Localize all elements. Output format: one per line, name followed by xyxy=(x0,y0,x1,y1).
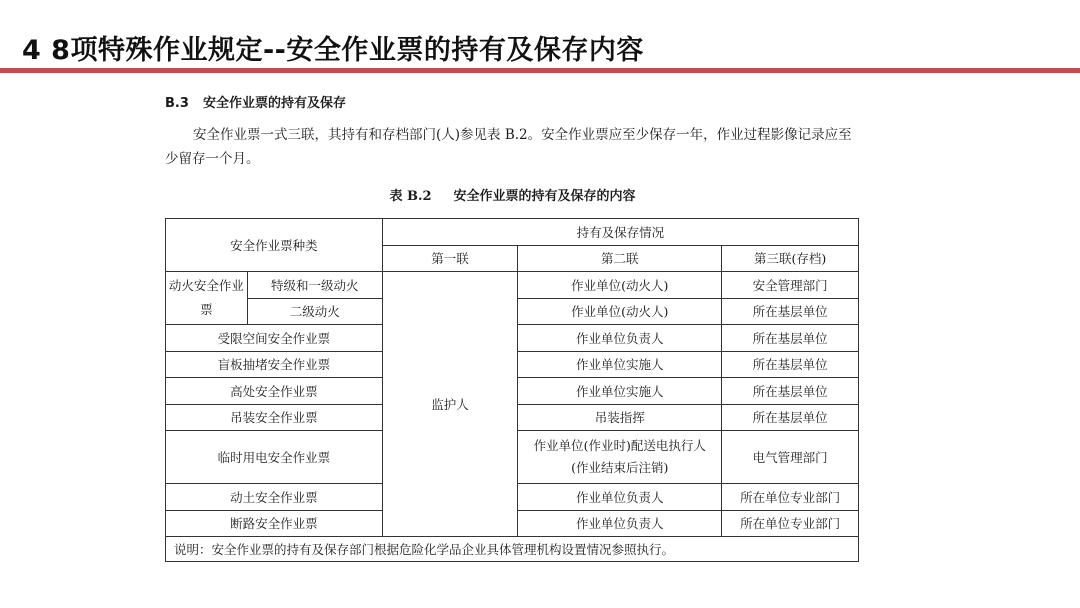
second-copy-holder: 作业单位负责人 xyxy=(518,484,722,511)
third-copy-holder: 所在基层单位 xyxy=(722,325,859,352)
third-copy-holder: 所在基层单位 xyxy=(722,298,859,325)
first-copy-holder: 监护人 xyxy=(382,272,518,537)
second-copy-holder: 作业单位负责人 xyxy=(518,325,722,352)
second-copy-holder: 作业单位(动火人) xyxy=(518,298,722,325)
ticket-type: 特级和一级动火 xyxy=(247,272,382,299)
ticket-type: 断路安全作业票 xyxy=(166,510,383,537)
second-copy-holder: 作业单位实施人 xyxy=(518,378,722,405)
third-copy-holder: 所在基层单位 xyxy=(722,351,859,378)
ticket-type: 二级动火 xyxy=(247,298,382,325)
ticket-type: 受限空间安全作业票 xyxy=(166,325,383,352)
slide-title: 4 8项特殊作业规定--安全作业票的持有及保存内容 xyxy=(22,35,644,66)
header-second-copy: 第二联 xyxy=(518,245,722,272)
section-title: 安全作业票的持有及保存 xyxy=(203,96,347,111)
third-copy-holder: 所在单位专业部门 xyxy=(722,510,859,537)
header-third-copy: 第三联(存档) xyxy=(722,245,859,272)
table-caption-title: 安全作业票的持有及保存的内容 xyxy=(453,189,636,204)
second-copy-holder: 作业单位(动火人) xyxy=(518,272,722,299)
ticket-type: 动土安全作业票 xyxy=(166,484,383,511)
ticket-type: 吊装安全作业票 xyxy=(166,404,383,431)
table-row xyxy=(166,272,859,299)
document-body xyxy=(165,92,860,562)
header-holding-group: 持有及保存情况 xyxy=(382,219,858,246)
title-divider xyxy=(0,68,1080,73)
second-copy-holder: 作业单位负责人 xyxy=(518,510,722,537)
second-copy-holder: 吊装指挥 xyxy=(518,404,722,431)
ticket-type: 盲板抽堵安全作业票 xyxy=(166,351,383,378)
fire-ticket-group: 动火安全作业票 xyxy=(166,272,248,325)
header-first-copy: 第一联 xyxy=(382,245,518,272)
table-caption-number: 表 B.2 xyxy=(389,189,432,204)
header-ticket-type: 安全作业票种类 xyxy=(166,219,383,272)
section-heading xyxy=(165,92,860,111)
section-number: B.3 xyxy=(165,96,189,111)
third-copy-holder: 所在单位专业部门 xyxy=(722,484,859,511)
section-paragraph: 安全作业票一式三联，其持有和存档部门(人)参见表 B.2。安全作业票应至少保存一年，作业过程影像记录应至少留存一个月。 xyxy=(165,127,852,167)
second-copy-holder: 作业单位实施人 xyxy=(518,351,722,378)
table-caption xyxy=(165,185,860,204)
ticket-type: 高处安全作业票 xyxy=(166,378,383,405)
third-copy-holder: 所在基层单位 xyxy=(722,378,859,405)
second-copy-holder: 作业单位(作业时)配送电执行人(作业结束后注销) xyxy=(518,431,722,484)
retention-table xyxy=(165,218,859,562)
third-copy-holder: 电气管理部门 xyxy=(722,431,859,484)
third-copy-holder: 安全管理部门 xyxy=(722,272,859,299)
table-note: 说明：安全作业票的持有及保存部门根据危险化学品企业具体管理机构设置情况参照执行。 xyxy=(166,537,859,562)
third-copy-holder: 所在基层单位 xyxy=(722,404,859,431)
ticket-type: 临时用电安全作业票 xyxy=(166,431,383,484)
